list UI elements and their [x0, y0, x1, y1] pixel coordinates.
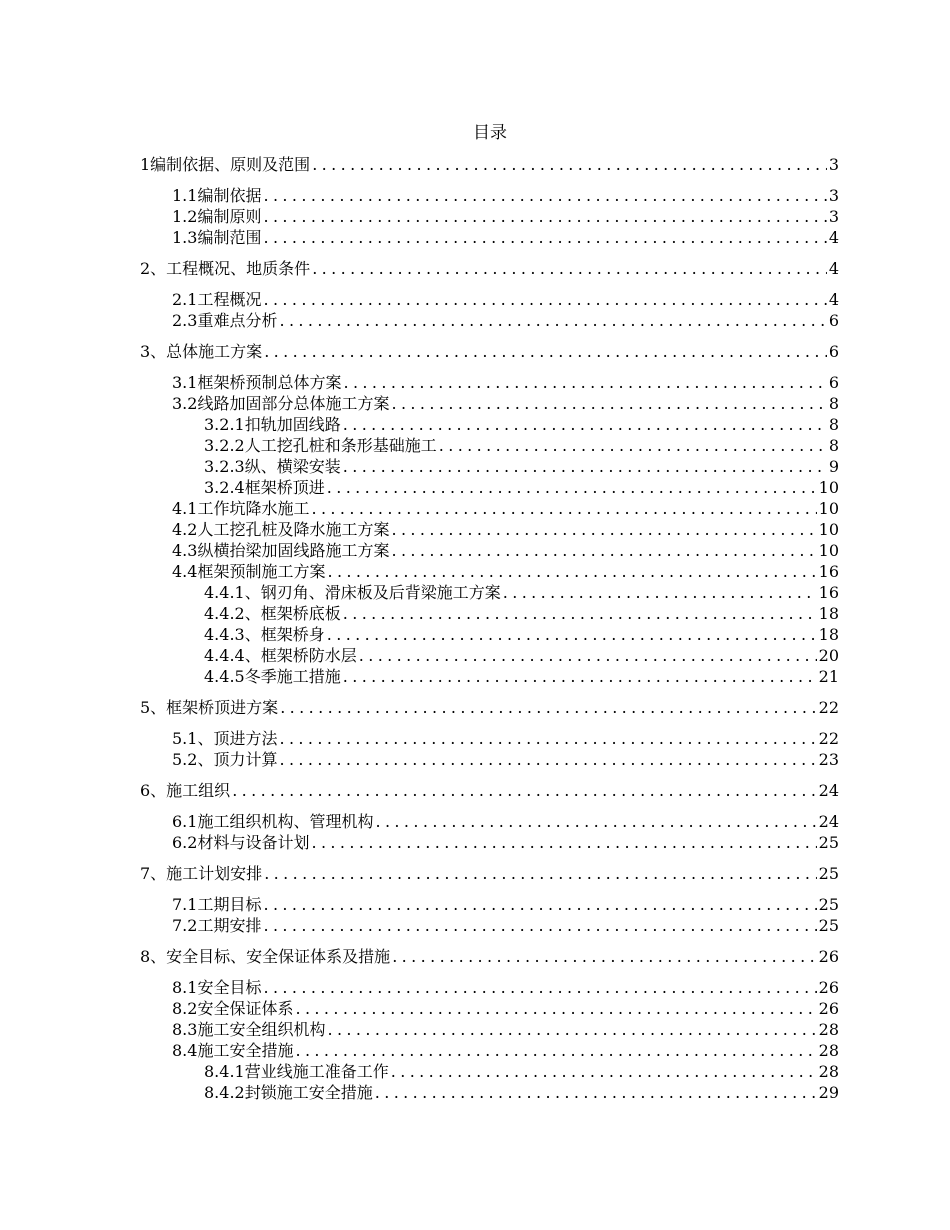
- toc-entry-title: 8.2安全保证体系: [172, 999, 294, 1018]
- dot-leader: [343, 666, 817, 687]
- toc-entry[interactable]: [140, 863, 839, 884]
- toc-entry[interactable]: [140, 372, 839, 393]
- toc-entry-page-number: 10: [818, 541, 839, 560]
- dot-leader: [311, 832, 816, 853]
- toc-entry[interactable]: [140, 977, 839, 998]
- toc-entry-page-number: 25: [818, 916, 839, 935]
- toc-entry-page-number: 26: [818, 999, 839, 1018]
- toc-entry-title: 5.1、顶进方法: [172, 729, 278, 748]
- dot-leader: [391, 1061, 817, 1082]
- toc-entry-page-number: 4: [828, 228, 839, 247]
- toc-entry[interactable]: [140, 477, 839, 498]
- toc-entry-title: 4.1工作坑降水施工: [172, 499, 310, 518]
- dot-leader: [343, 414, 827, 435]
- dot-leader: [263, 977, 816, 998]
- dot-leader: [391, 519, 816, 540]
- toc-entry[interactable]: [140, 582, 839, 603]
- toc-entry[interactable]: [140, 832, 839, 853]
- dot-leader: [263, 915, 816, 936]
- dot-leader: [279, 728, 816, 749]
- toc-entry-title: 3.2.3纵、横梁安装: [204, 457, 341, 476]
- toc-entry[interactable]: [140, 749, 839, 770]
- toc-entry[interactable]: [140, 561, 839, 582]
- toc-entry[interactable]: [140, 393, 839, 414]
- toc-entry-page-number: 3: [828, 186, 839, 205]
- toc-entry-page-number: 24: [818, 781, 839, 800]
- toc-entry-page-number: 4: [828, 259, 839, 278]
- toc-entry-title: 8.3施工安全组织机构: [172, 1020, 326, 1039]
- toc-entry-title: 6.1施工组织机构、管理机构: [172, 812, 374, 831]
- toc-entry[interactable]: [140, 435, 839, 456]
- toc-entry[interactable]: [140, 645, 839, 666]
- toc-entry[interactable]: [140, 227, 839, 248]
- toc-entry-page-number: 3: [828, 155, 839, 174]
- dot-leader: [359, 645, 817, 666]
- toc-entry-page-number: 8: [828, 394, 839, 413]
- toc-entry[interactable]: [140, 728, 839, 749]
- toc-entry-title: 2.3重难点分析: [172, 311, 278, 330]
- toc-entry-title: 1.2编制原则: [172, 207, 262, 226]
- toc-entry-page-number: 16: [818, 583, 839, 602]
- dot-leader: [327, 561, 816, 582]
- toc-entry-title: 8.4施工安全措施: [172, 1041, 294, 1060]
- toc-entry-title: 4.4.3、框架桥身: [204, 625, 325, 644]
- toc-entry[interactable]: [140, 310, 839, 331]
- toc-entry[interactable]: [140, 414, 839, 435]
- toc-entry-title: 5、框架桥顶进方案: [140, 698, 279, 717]
- toc-entry-page-number: 6: [828, 373, 839, 392]
- toc-entry-page-number: 3: [828, 207, 839, 226]
- toc-entry-title: 8.1安全目标: [172, 978, 262, 997]
- dot-leader: [327, 477, 817, 498]
- toc-entry-page-number: 29: [818, 1083, 839, 1102]
- toc-entry-page-number: 8: [828, 415, 839, 434]
- toc-entry-title: 4.4.4、框架桥防水层: [204, 646, 357, 665]
- toc-entry-title: 3.2.4框架桥顶进: [204, 478, 325, 497]
- toc-entry-page-number: 21: [818, 667, 839, 686]
- toc-entry[interactable]: [140, 289, 839, 310]
- toc-entry-page-number: 6: [828, 311, 839, 330]
- dot-leader: [263, 185, 826, 206]
- dot-leader: [279, 749, 816, 770]
- toc-entry-page-number: 25: [818, 895, 839, 914]
- toc-entry-title: 6、施工组织: [140, 781, 231, 800]
- toc-entry-page-number: 26: [818, 978, 839, 997]
- toc-entry-title: 2、工程概况、地质条件: [140, 259, 311, 278]
- toc-entry-page-number: 10: [818, 499, 839, 518]
- toc-title: 目录: [473, 123, 507, 143]
- dot-leader: [264, 341, 827, 362]
- toc-entry-page-number: 25: [818, 864, 839, 883]
- toc-entry[interactable]: [140, 998, 839, 1019]
- dot-leader: [263, 227, 826, 248]
- toc-entry-title: 4.4.1、钢刃角、滑床板及后背梁施工方案: [204, 583, 501, 602]
- toc-entry[interactable]: [140, 780, 839, 801]
- dot-leader: [312, 258, 827, 279]
- dot-leader: [263, 894, 816, 915]
- toc-entry-page-number: 23: [818, 750, 839, 769]
- toc-entry-title: 2.1工程概况: [172, 290, 262, 309]
- dot-leader: [311, 498, 816, 519]
- toc-entry-title: 1编制依据、原则及范围: [140, 155, 311, 174]
- toc-entry-title: 3、总体施工方案: [140, 342, 263, 361]
- dot-leader: [375, 1082, 817, 1103]
- dot-leader: [375, 811, 816, 832]
- toc-entry-title: 3.2线路加固部分总体施工方案: [172, 394, 390, 413]
- dot-leader: [343, 456, 827, 477]
- toc-entry[interactable]: [140, 946, 839, 967]
- toc-entry-title: 4.4.2、框架桥底板: [204, 604, 341, 623]
- toc-entry-page-number: 16: [818, 562, 839, 581]
- toc-entry[interactable]: [140, 603, 839, 624]
- dot-leader: [263, 289, 826, 310]
- toc-entry-title: 3.2.2人工挖孔桩和条形基础施工: [204, 436, 437, 455]
- toc-entry-page-number: 6: [828, 342, 839, 361]
- dot-leader: [295, 998, 816, 1019]
- toc-entry-title: 4.4.5冬季施工措施: [204, 667, 341, 686]
- toc-entry-title: 1.3编制范围: [172, 228, 262, 247]
- toc-entry[interactable]: [140, 185, 839, 206]
- toc-entry-title: 8、安全目标、安全保证体系及措施: [140, 947, 391, 966]
- dot-leader: [391, 540, 816, 561]
- toc-entry-page-number: 22: [818, 698, 839, 717]
- toc-entry-title: 4.2人工挖孔桩及降水施工方案: [172, 520, 390, 539]
- toc-entry[interactable]: [140, 624, 839, 645]
- toc-entry[interactable]: [140, 894, 839, 915]
- dot-leader: [312, 154, 827, 175]
- dot-leader: [327, 1019, 816, 1040]
- toc-entry[interactable]: [140, 258, 839, 279]
- dot-leader: [391, 393, 826, 414]
- toc-entry[interactable]: [140, 1040, 839, 1061]
- toc-entry-page-number: 18: [818, 604, 839, 623]
- toc-entry-page-number: 26: [818, 947, 839, 966]
- dot-leader: [280, 697, 816, 718]
- dot-leader: [232, 780, 816, 801]
- toc-entry-page-number: 4: [828, 290, 839, 309]
- toc-entry[interactable]: [140, 666, 839, 687]
- dot-leader: [343, 372, 826, 393]
- dot-leader: [439, 435, 827, 456]
- dot-leader: [392, 946, 816, 967]
- dot-leader: [263, 206, 826, 227]
- toc-entry[interactable]: [140, 341, 839, 362]
- toc-entry-title: 3.2.1扣轨加固线路: [204, 415, 341, 434]
- toc-entry-page-number: 22: [818, 729, 839, 748]
- toc-entry-page-number: 24: [818, 812, 839, 831]
- toc-entry-title: 7.2工期安排: [172, 916, 262, 935]
- toc-entry-title: 7.1工期目标: [172, 895, 262, 914]
- dot-leader: [264, 863, 816, 884]
- toc-entry-title: 3.1框架桥预制总体方案: [172, 373, 342, 392]
- toc-entry[interactable]: [140, 1019, 839, 1040]
- dot-leader: [295, 1040, 816, 1061]
- toc-entry-page-number: 28: [818, 1062, 839, 1081]
- toc-entry-page-number: 28: [818, 1020, 839, 1039]
- toc-entry[interactable]: [140, 915, 839, 936]
- dot-leader: [343, 603, 817, 624]
- toc-entry[interactable]: [140, 811, 839, 832]
- toc-entry[interactable]: [140, 456, 839, 477]
- toc-entry-page-number: 28: [818, 1041, 839, 1060]
- toc-entry[interactable]: [140, 1082, 839, 1103]
- toc-entry-page-number: 25: [818, 833, 839, 852]
- toc-entry-title: 8.4.2封锁施工安全措施: [204, 1083, 373, 1102]
- toc-entry[interactable]: [140, 540, 839, 561]
- toc-entry-title: 4.3纵横抬梁加固线路施工方案: [172, 541, 390, 560]
- toc-entry[interactable]: [140, 1061, 839, 1082]
- toc-entry-title: 1.1编制依据: [172, 186, 262, 205]
- dot-leader: [279, 310, 826, 331]
- toc-entry[interactable]: [140, 498, 839, 519]
- toc-entry-title: 6.2材料与设备计划: [172, 833, 310, 852]
- toc-entry-title: 8.4.1营业线施工准备工作: [204, 1062, 389, 1081]
- toc-entry-title: 7、施工计划安排: [140, 864, 263, 883]
- toc-entry-page-number: 20: [818, 646, 839, 665]
- toc-entry[interactable]: [140, 519, 839, 540]
- dot-leader: [503, 582, 817, 603]
- toc-entry-page-number: 9: [828, 457, 839, 476]
- toc-entry[interactable]: [140, 206, 839, 227]
- toc-entry[interactable]: [140, 697, 839, 718]
- toc-entry-page-number: 8: [828, 436, 839, 455]
- toc-entry[interactable]: [140, 154, 839, 175]
- toc-entry-title: 5.2、顶力计算: [172, 750, 278, 769]
- toc-entry-page-number: 10: [818, 520, 839, 539]
- dot-leader: [327, 624, 817, 645]
- toc-entry-title: 4.4框架预制施工方案: [172, 562, 326, 581]
- table-of-contents: [140, 154, 839, 1103]
- toc-entry-page-number: 10: [818, 478, 839, 497]
- toc-entry-page-number: 18: [818, 625, 839, 644]
